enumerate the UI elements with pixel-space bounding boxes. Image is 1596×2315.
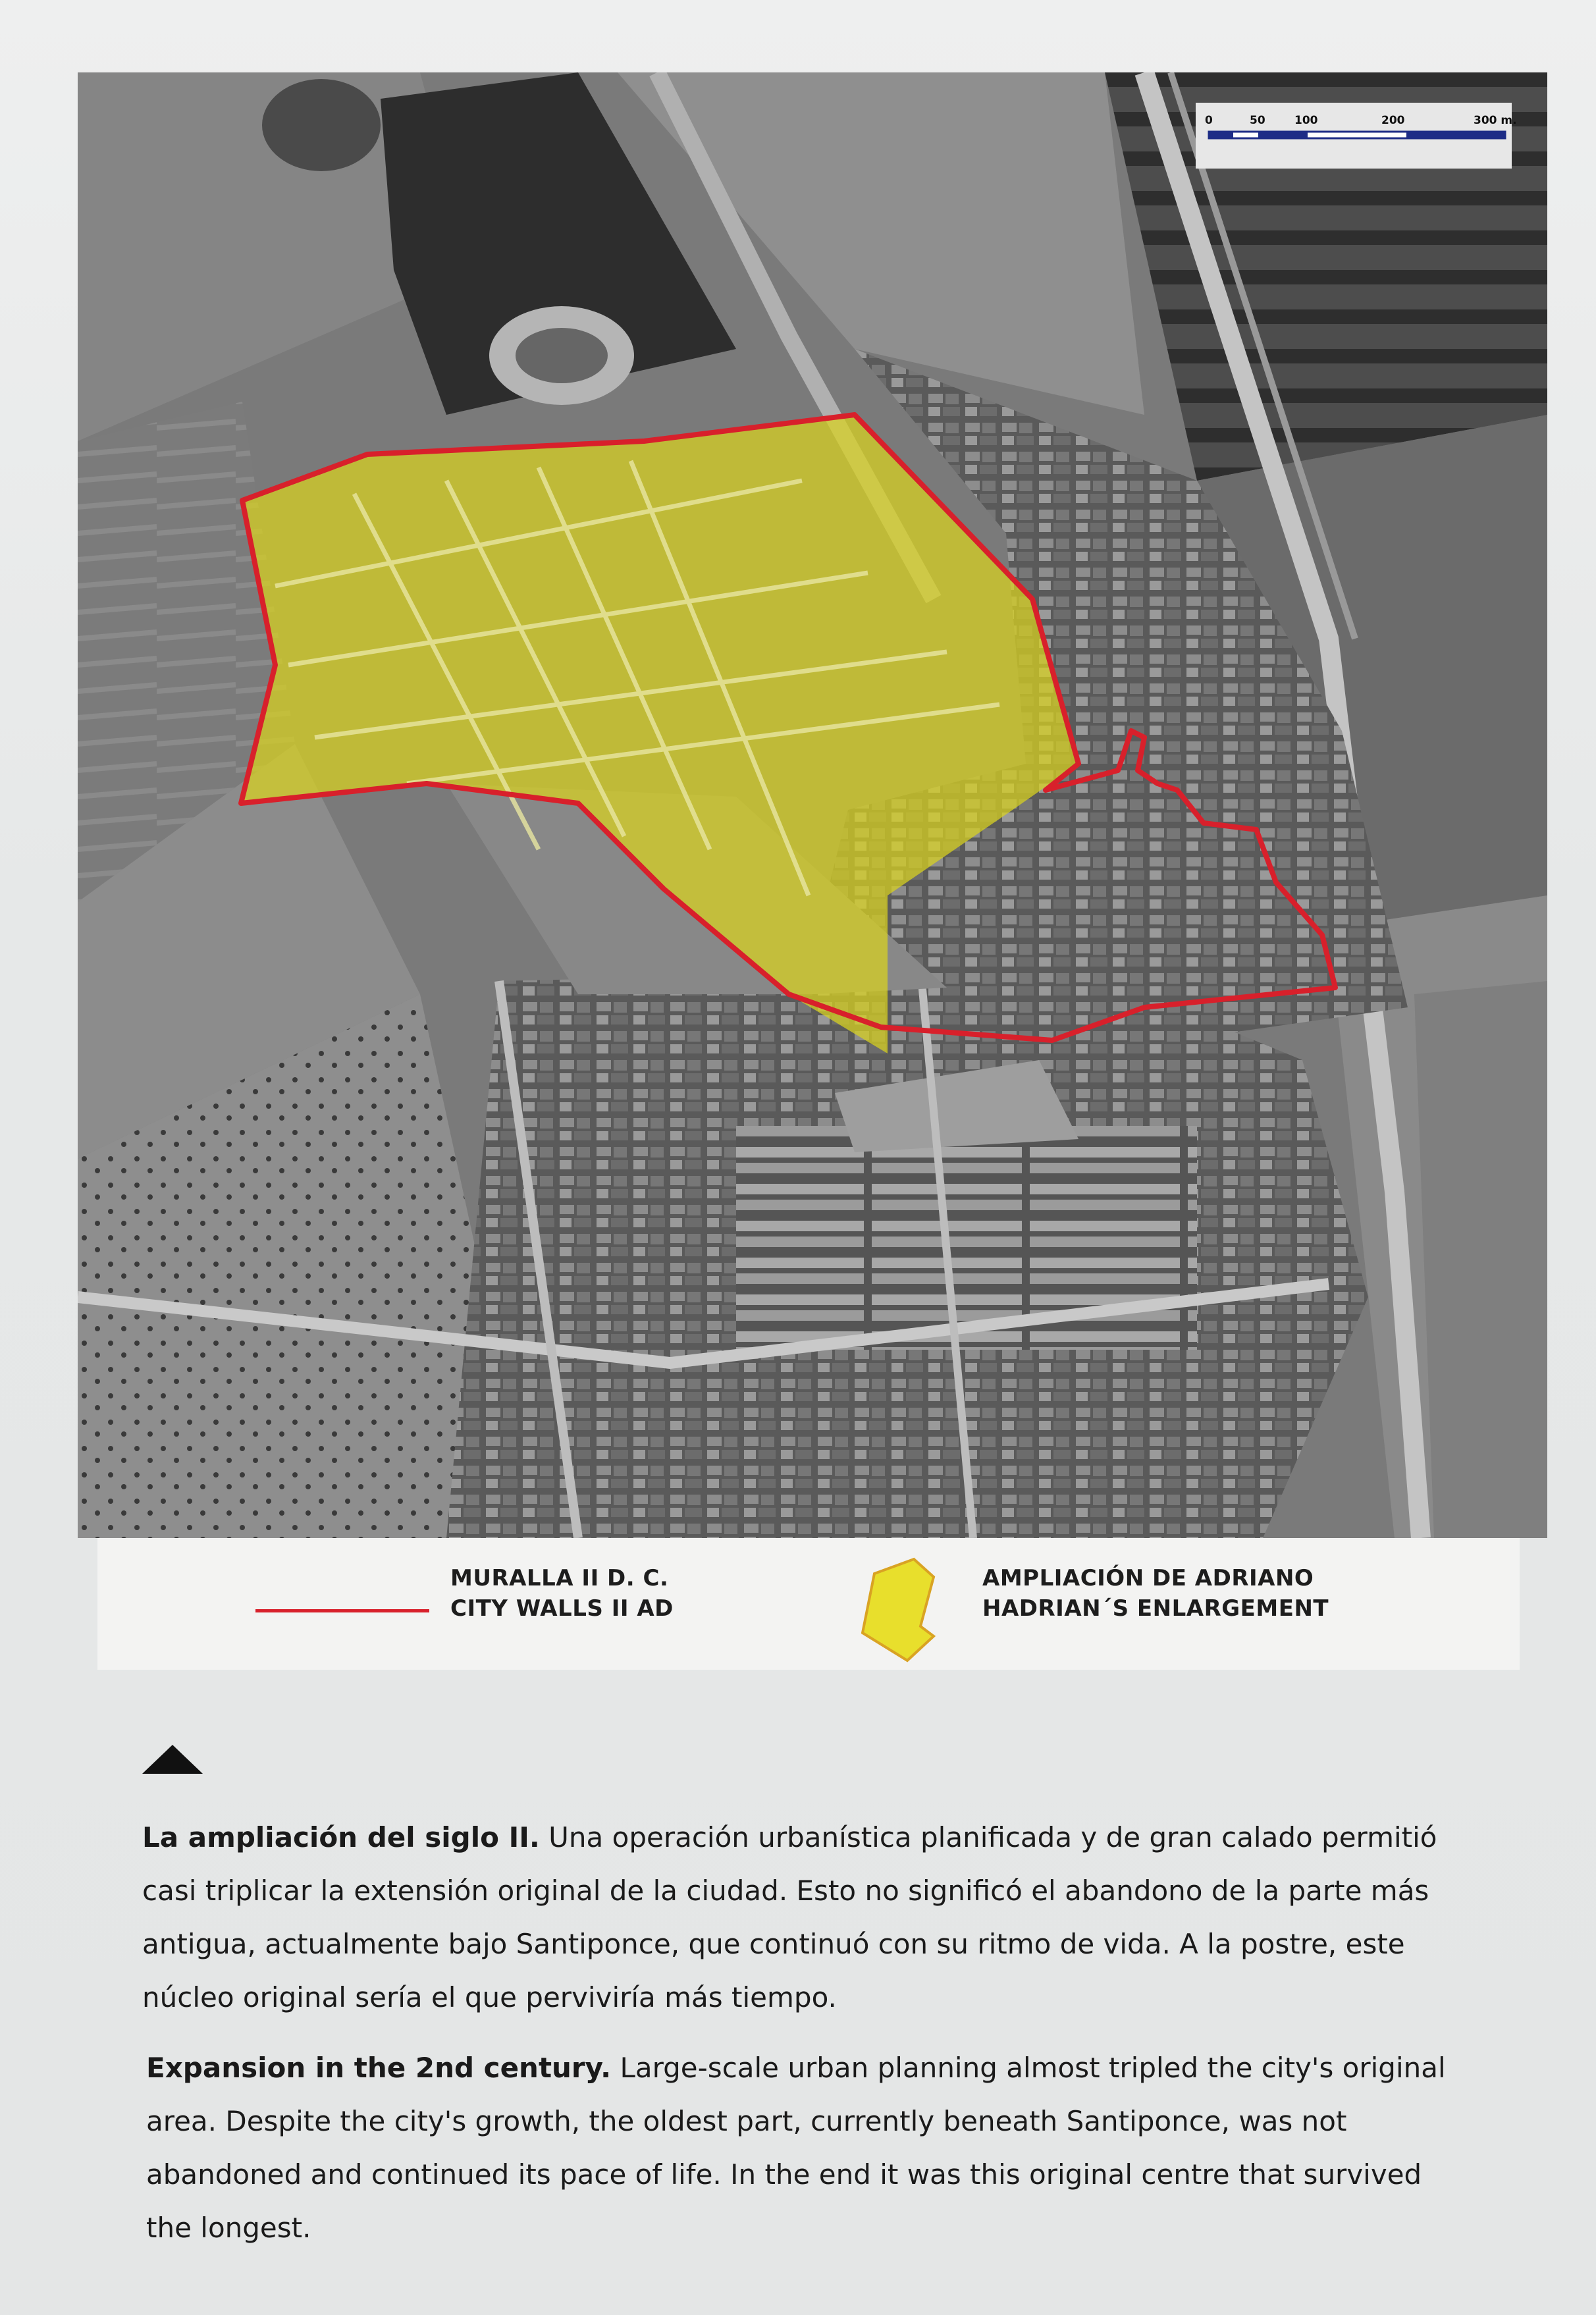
spanish-body: Una operación urbanística planificada y de gran calado permitió casi triplicar la extensión original de la ciudad. Esto no significó el abandono de la parte más antigua, actualmente bajo Santiponce, que continuó con su ritmo de vida. A la postre, este núcleo original sería el que perviviría más tiempo.: [142, 1821, 1437, 2013]
legend-walls-line2: CITY WALLS II AD: [450, 1595, 674, 1622]
english-body: Large-scale urban planning almost tripled the city's original area. Despite the city's growth, the oldest part, currently beneath Santiponce, was not abandoned and continued its pace of life. In the end it was this original centre that survived the longest.: [146, 2052, 1446, 2244]
scale-label: 300 m.: [1474, 114, 1517, 127]
legend-enlargement-line2: HADRIAN´S ENLARGEMENT: [982, 1595, 1329, 1622]
scale-label: 100: [1294, 114, 1318, 127]
legend-enlargement-label: [982, 1563, 1329, 1624]
legend-wall-line-swatch: [255, 1609, 429, 1612]
legend-walls-label: [450, 1563, 674, 1624]
legend-enlargement-swatch: [861, 1554, 940, 1666]
triangle-marker-icon: [142, 1745, 203, 1774]
spanish-heading: La ampliación del siglo II.: [142, 1821, 540, 1853]
aerial-photo: [78, 72, 1547, 1538]
scale-bar: [1196, 103, 1517, 169]
aerial-map: [78, 72, 1547, 1538]
legend-enlargement-line1: AMPLIACIÓN DE ADRIANO: [982, 1565, 1314, 1591]
spanish-paragraph: [142, 1811, 1466, 2024]
scale-label: 50: [1250, 114, 1265, 127]
scale-label: 200: [1381, 114, 1405, 127]
scale-label: 0: [1205, 114, 1213, 127]
legend-walls-line1: MURALLA II D. C.: [450, 1565, 669, 1591]
english-paragraph: [146, 2041, 1470, 2254]
map-legend: [97, 1538, 1520, 1670]
english-heading: Expansion in the 2nd century.: [146, 2052, 612, 2084]
